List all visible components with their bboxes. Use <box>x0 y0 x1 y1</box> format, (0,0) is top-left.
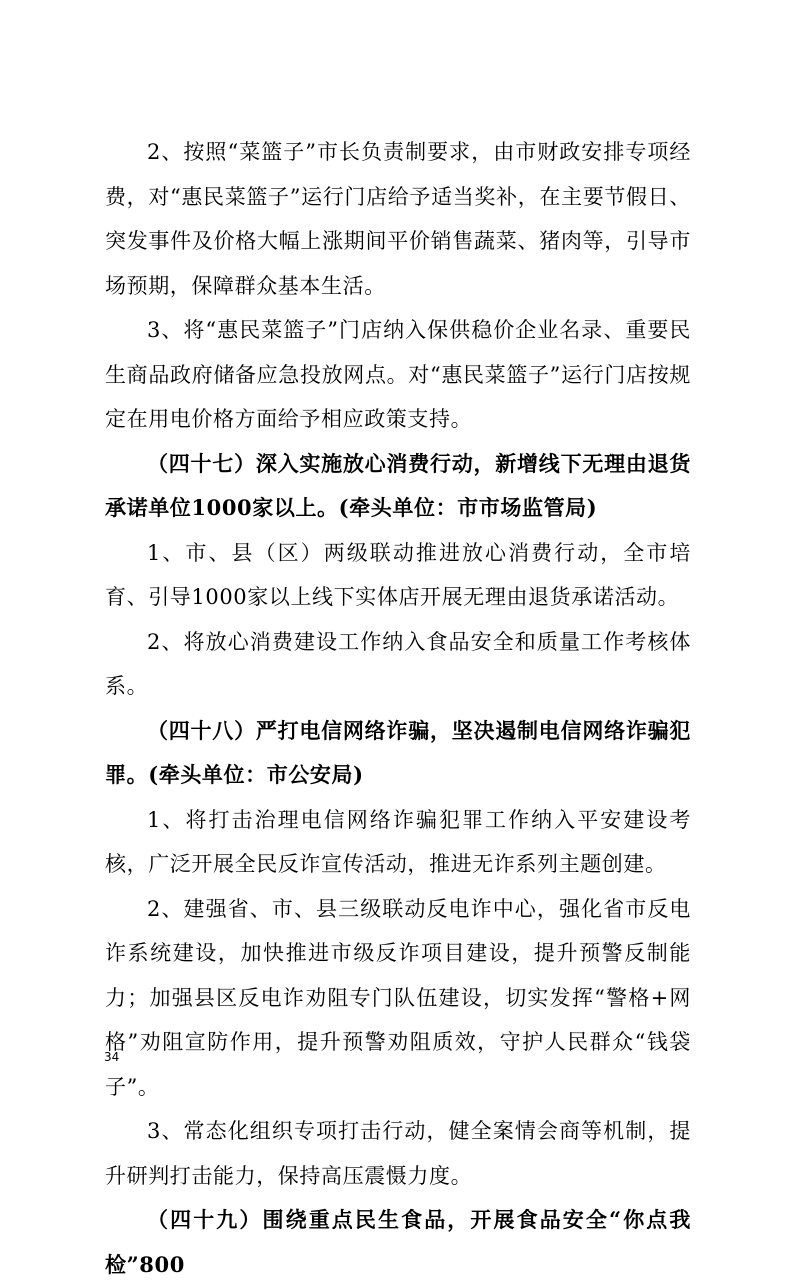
paragraph-item-48-1: 1、将打击治理电信网络诈骗犯罪工作纳入平安建设考核，广泛开展全民反诈宣传活动，推进无诈系列主题创建。 <box>105 807 691 876</box>
paragraph-item-47-2: 2、将放心消费建设工作纳入食品安全和质量工作考核体系。 <box>105 629 691 698</box>
section-heading-49: （四十九）围绕重点民生食品，开展食品安全“你点我检”800 <box>105 1207 691 1277</box>
paragraph-item-2: 2、按照“菜篮子”市长负责制要求，由市财政安排专项经费，对“惠民菜篮子”运行门店给予适当奖补，在主要节假日、突发事件及价格大幅上涨期间平价销售蔬菜、猪肉等，引导市场预期，保障群众基本生活。 <box>105 140 691 298</box>
section-heading-47: （四十七）深入实施放心消费行动，新增线下无理由退货承诺单位1000家以上。(牵头单位：市市场监管局) <box>105 450 691 520</box>
paragraph-item-48-3: 3、常态化组织专项打击行动，健全案情会商等机制，提升研判打击能力，保持高压震慑力度。 <box>105 1119 691 1188</box>
paragraph-item-48-2: 2、建强省、市、县三级联动反电诈中心，强化省市反电诈系统建设，加快推进市级反诈项目建设，提升预警反制能力；加强县区反电诈劝阻专门队伍建设，切实发挥“警格+网格”劝阻宣防作用，提升预警劝阻质效，守护人民群众“钱袋子”。 <box>105 896 691 1099</box>
paragraph-item-47-1: 1、市、县（区）两级联动推进放心消费行动，全市培育、引导1000家以上线下实体店开展无理由退货承诺活动。 <box>105 540 691 609</box>
paragraph-item-3: 3、将“惠民菜篮子”门店纳入保供稳价企业名录、重要民生商品政府储备应急投放网点。对“惠民菜篮子”运行门店按规定在用电价格方面给予相应政策支持。 <box>105 318 691 431</box>
document-body <box>105 130 691 1287</box>
section-heading-48: （四十八）严打电信网络诈骗，坚决遏制电信网络诈骗犯罪。(牵头单位：市公安局) <box>105 717 691 787</box>
page-number: 34 <box>104 1050 120 1064</box>
